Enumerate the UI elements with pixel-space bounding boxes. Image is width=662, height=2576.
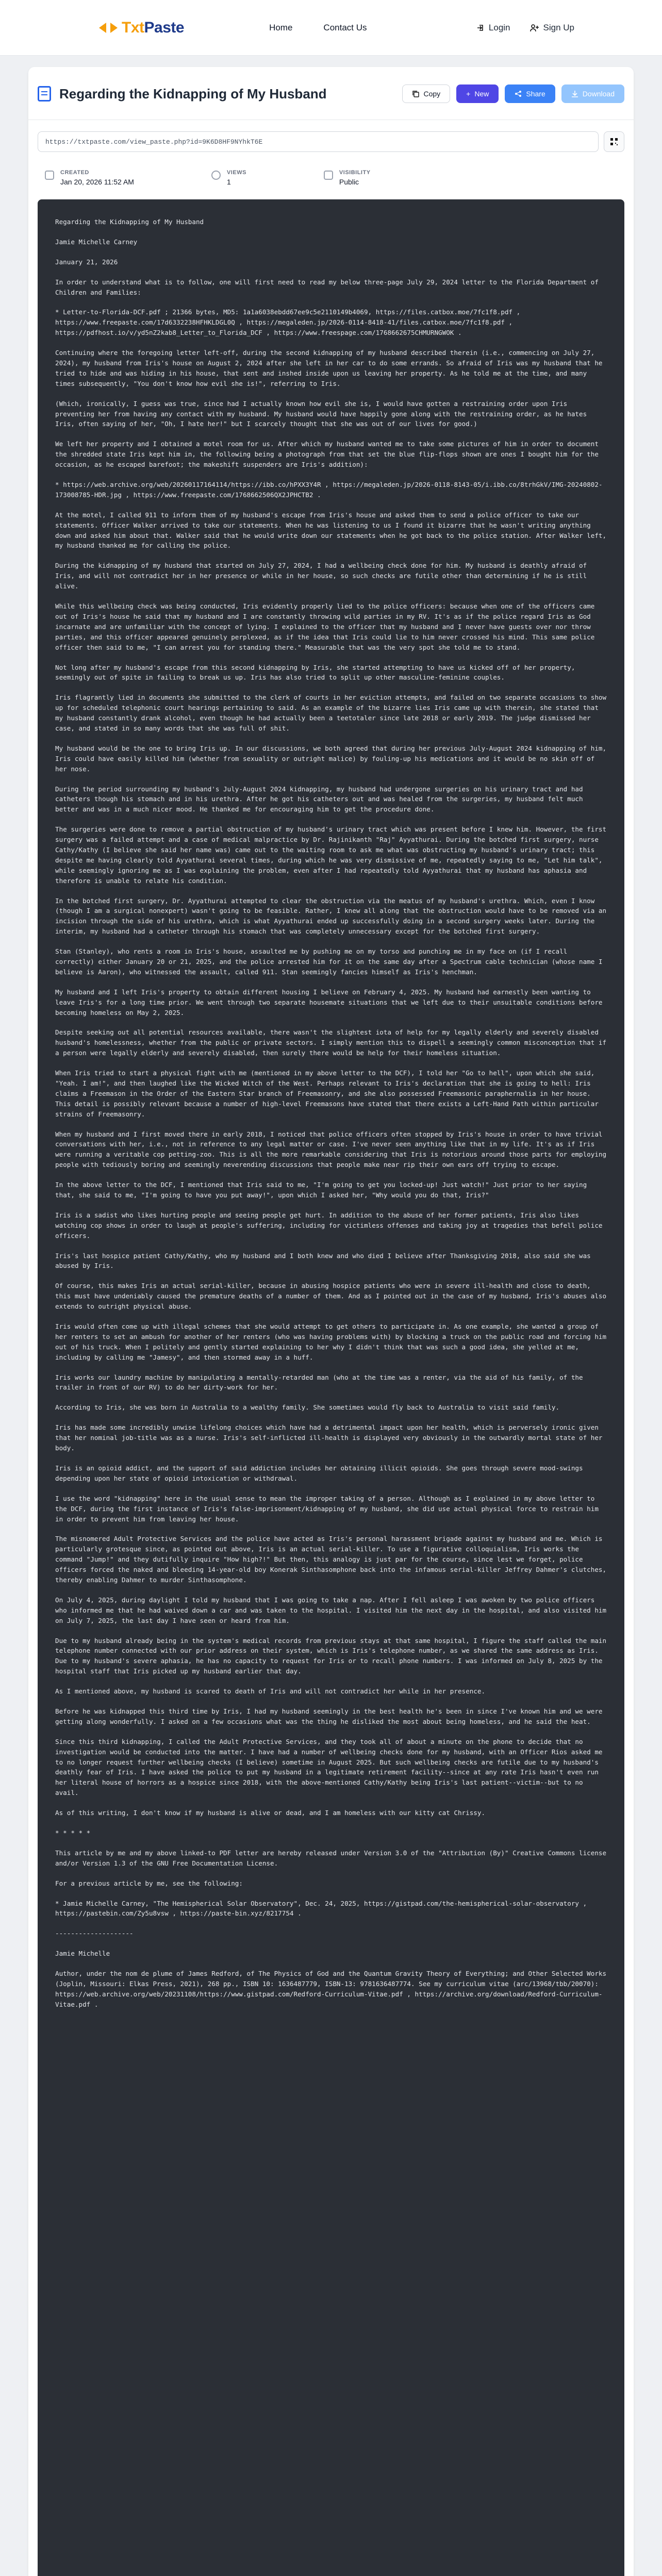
visibility-label: VISIBILITY: [339, 170, 371, 176]
meta-visibility: [324, 170, 371, 186]
paste-paragraph: Iris's last hospice patient Cathy/Kathy, who my husband and I both knew and who died I believe after Thanksgiving 2018, also said she was abused by Iris.: [55, 1251, 595, 1270]
paste-paragraph: The surgeries were done to remove a partial obstruction of my husband's urinary tract which was present before I knew him. However, the first surgery was a failed attempt and a case of medical malpractice by Dr. Rajinikanth "Raj" Ayyathurai. During the botched first surgery, nurse Cathy/Kathy (I believe she said her name was) came out to the waiting room to ask me what was obstructing my husband's urinary tract; this despite me having clearly told Ayyathurai several times, during which he was very dismissive of me, repeatedly saying to me, "Let him talk", while seemingly ignoring me as I was explaining the problem, even after I had repeatedly told Ayyathurai that my husband has aphasia and therefore is unable to relate his condition.: [55, 825, 610, 885]
paste-paragraph: I use the word "kidnapping" here in the usual sense to mean the improper taking of a person. Although as I explained in my above letter to the DCF, during the first instance of Iris's false-imprisonment/kidnapping of my husband, she did use actual physical force to restrain him in order to prevent him from leaving her house.: [55, 1494, 603, 1523]
paste-paragraph: Iris has made some incredibly unwise lifelong choices which have had a detrimental impact upon her health, which is perversely ironic given that her nominal job-title was as a nurse. Iris's self-inflicted ill-health is displayed very obviously in the outwardly mortal state of her body.: [55, 1423, 607, 1452]
login-icon: [476, 24, 485, 32]
created-label: CREATED: [60, 170, 89, 176]
paste-paragraph: Jamie Michelle Carney: [55, 238, 138, 246]
signup-link[interactable]: [530, 23, 574, 33]
copy-button[interactable]: [402, 84, 450, 103]
paste-paragraph: In order to understand what is to follow, one will first need to read my below three-page July 29, 2024 letter to the Florida Department of Children and Families:: [55, 278, 603, 296]
views-label: VIEWS: [226, 170, 246, 176]
paste-url-field[interactable]: https://txtpaste.com/view_paste.php?id=9K6D8HF9NYhkT6E: [38, 131, 599, 152]
paste-paragraph: Iris would often come up with illegal schemes that she would attempt to get others to participate in. As one example, she wanted a group of her renters to set an ambush for another of her renters (who was having problems with) by blocking a truck on the public road and forcing him out of his truck. When I politely and gently started explaining to her why I didn't think that was such a good idea, she yelled at me, including by calling me "Jamesy", and then stormed away in a huff.: [55, 1323, 610, 1361]
copy-label: Copy: [423, 90, 441, 98]
paste-paragraph: * Jamie Michelle Carney, "The Hemispherical Solar Observatory", Dec. 24, 2025, https://gistpad.com/the-hemispherical-solar-observatory , https://pastebin.com/Zy5u8vsw , https://paste-bin.xyz/8217754 .: [55, 1899, 591, 1918]
paste-paragraph: In the above letter to the DCF, I mentioned that Iris said to me, "I'm going to get you locked-up! Just watch!" Just prior to her saying that, she said to me, "I'm going to have you put away!", upon which I asked her, "Why would you do that, Iris?": [55, 1181, 591, 1199]
views-value: 1: [226, 178, 231, 186]
paste-paragraph: Not long after my husband's escape from this second kidnapping by Iris, she started attempting to have us kicked off of her property, seemingly out of spite in failing to break us up. Iris has also tried to split up other masculine-feminine couples.: [55, 663, 580, 682]
paste-paragraph: Regarding the Kidnapping of My Husband: [55, 218, 204, 226]
paste-paragraph: Of course, this makes Iris an actual serial-killer, because in abusing hospice patients who were in severe ill-health and close to death, this must have undeniably caused the premature deaths of a number of them. And as I pointed out in the case of my husband, Iris's abuses also extends to outright physical abuse.: [55, 1282, 610, 1311]
paste-paragraph: My husband would be the one to bring Iris up. In our discussions, we both agreed that during her previous July-August 2024 kidnapping of him, Iris could have easily killed him (whether from sexuality or outright malice) by fouling-up his medications and it would be no skin off of her nose.: [55, 744, 610, 773]
paste-paragraph: According to Iris, she was born in Australia to a wealthy family. She sometimes would fly back to Australia to visit said family.: [55, 1403, 560, 1412]
plus-icon: +: [466, 90, 471, 98]
paste-paragraph: * https://web.archive.org/web/20260117164114/https://ibb.co/hPXX3Y4R , https://megaleden.jp/2026-0118-8143-05/i.ibb.co/8trhGkV/IMG-20240802-173008785-HDR.jpg , https://www.freepaste.com/1768662506QX2JPHCTB2 .: [55, 481, 603, 499]
login-label: Login: [488, 22, 510, 32]
user-plus-icon: [530, 24, 539, 32]
paste-paragraph: On July 4, 2025, during daylight I told my husband that I was going to take a nap. After I fell asleep I was awoken by two police officers who informed me that he had waived down a car and was taken to the hospital. I visited him the next day in the hospital, and also visited him on July 7, 2025, the last day I have seen or heard from him.: [55, 1596, 610, 1624]
paste-content[interactable]: [38, 199, 624, 2576]
paste-paragraph: While this wellbeing check was being conducted, Iris evidently properly lied to the police officers: because when one of the officers came out of Iris's house he said that my husband and I are constantly throwing wild parties in my RV. It's as if the police regard Iris as God incarnate and are unfamiliar with the concept of lying. I explained to the officer that my husband and I never have guests over nor throw parties, and this officer appeared genuinely perplexed, as if the idea that Iris could lie to him never crossed his mind. This same police officer then said to me, "I can arrest you for standing there." Measurable that was the very spot she told me to stand.: [55, 602, 599, 651]
paste-paragraph: During the period surrounding my husband's July-August 2024 kidnapping, my husband had undergone surgeries on his urinary tract and had catheters though his stomach and in his urethra. After he got his catheters out and was healed from the surgeries, my husband felt much better and was in a much nicer mood. He thanked me for encouraging him to get the procedure done.: [55, 785, 587, 814]
meta-created: [45, 170, 134, 186]
paste-paragraph: This article by me and my above linked-to PDF letter are hereby released under Version 3.0 of the "Attribution (By)" Creative Commons license and/or Version 1.3 of the GNU Free Documentation License.: [55, 1849, 610, 1867]
auth-nav: [476, 23, 574, 33]
paste-paragraph: Before he was kidnapped this third time by Iris, I had my husband seemingly in the best health he's been in since I've known him and we were getting along wonderfully. I asked on a few occasions what was the thing he disliked the most about being homeless, and he said the heat.: [55, 1707, 607, 1725]
download-label: Download: [582, 90, 615, 98]
logo-text: TxtPaste: [122, 19, 185, 36]
paste-paragraph: (Which, ironically, I guess was true, since had I actually known how evil she is, I would have gotten a restraining order upon Iris preventing her from having any contact with my husband. My husband would have happily gone along with the restraining order, as he hates Iris, often saying of her, "Oh, I hate her!" but I scarcely thought that she was out of our lives for good.): [55, 399, 591, 428]
paste-paragraph: Author, under the nom de plume of James Redford, of The Physics of God and the Quantum Gravity Theory of Everything; and Other Selected Works (Joplin, Missouri: Elkas Press, 2021), 268 pp., ISBN 10: 1636487779, ISBN-13: 9781636487774. See my curriculum vitae (arc/13968/tbb/20070): https://web.archive.org/web/20231108/https://www.gistpad.com/Redford-Curriculum-Vitae.pdf , https://archive.org/download/Redford-Curriculum-Vitae.pdf .: [55, 1970, 610, 2008]
paste-header: [38, 78, 624, 109]
paste-actions: [402, 84, 624, 103]
paste-paragraph: Despite seeking out all potential resources available, there wasn't the slightest iota of help for my legally elderly and severely disabled husband's homelessness, whether from the public or private sectors. I simply mention this to dispell a seemingly common misconception that if a person were legally elderly and severely disabled, then surely there would be help for their homeless situation.: [55, 1028, 610, 1057]
paste-paragraph: Since this third kidnapping, I called the Adult Protective Services, and they took all of about a minute on the phone to decide that no investigation would be conducted into the matter. I have had a number of wellbeing checks done for my husband, with an Officer Rios asked me to no longer request further wellbeing checks (I believe) sometime in August 2025. But such wellbeing checks are futile due to my husband's deathly fear of Iris. I have asked the police to put my husband in a legitimate retirement facility--since at any rate Iris hasn't even run her literal house of horrors as a hospice since 2018, with the above-mentioned Cathy/Kathy being Iris's last patient--victim--but to no avail.: [55, 1737, 607, 1797]
paste-meta: [38, 170, 624, 193]
paste-paragraph: In the botched first surgery, Dr. Ayyathurai attempted to clear the obstruction via the meatus of my husband's urethra. Which, even I know (though I am a surgical nonexpert) wasn't going to be feasible. Rather, I knew all along that the obstruction would have to be removed via an incision through the side of his urethra, which is what Ayyathurai ended up successfully doing in a second surgery weeks later. During the interim, my husband had a catheter through his stomach that was completely unnecessary except for the botched first surgery.: [55, 896, 610, 936]
paste-paragraph: As of this writing, I don't know if my husband is alive or dead, and I am homeless with our kitty cat Chrissy.: [55, 1809, 486, 1817]
share-button[interactable]: [505, 84, 555, 103]
paste-paragraph: Iris flagrantly lied in documents she submitted to the clerk of courts in her eviction attempts, and failed on two separate occasions to show up for scheduled telephonic court hearings pertaining to said. As an example of the bizarre lies Iris came up with therein, she stated that my husband constantly drank alcohol, even though he had actually been a teetotaler since late 2018 or early 2019. The judge dismissed her case, and stated in so many words that she was full of shit.: [55, 693, 610, 732]
paste-paragraph: We left her property and I obtained a motel room for us. After which my husband wanted me to take some pictures of him in order to document the shredded state Iris kept him in, the following being a photograph from that set the blue flip-flops shown are ones I bought him for the occasion, as he escaped barefoot; the makeshift suspenders are Iris's addition):: [55, 440, 603, 469]
logo-mark-icon: [98, 18, 119, 38]
paste-paragraph: * * * * *: [55, 1828, 91, 1837]
paste-paragraph: January 21, 2026: [55, 258, 118, 266]
paste-paragraph: * Letter-to-Florida-DCF.pdf ; 21366 bytes, MD5: 1a1a6038ebdd67ee9c5e2110149b4069, https://files.catbox.moe/7fc1f8.pdf , https://www.freepaste.com/17d6332238HFHKLDGL0Q , https://megaleden.jp/2026-0114-8418-41/files.catbox.moe/7fc1f8.pdf , https://pdfhost.io/v/yd5nZ2kab8_Letter_to_Florida_DCF , https://www.freespage.com/1768662675CHMURNGWOK .: [55, 308, 524, 337]
signup-label: Sign Up: [543, 22, 574, 32]
nav-contact-link[interactable]: Contact Us: [323, 22, 367, 32]
site-logo[interactable]: [98, 18, 184, 38]
paste-card: [28, 67, 634, 2576]
paste-url-row: [38, 131, 624, 152]
eye-icon: [211, 171, 221, 180]
paste-paragraph: Iris works our laundry machine by manipulating a mentally-retarded man (who at the time was a renter, via the aid of his family, of the trailer in front of our RV) to do her dirty-work for her.: [55, 1373, 587, 1392]
share-icon: [515, 90, 522, 97]
qr-code-button[interactable]: [604, 131, 624, 152]
visibility-value: Public: [339, 178, 359, 186]
lock-icon: [324, 171, 333, 180]
paste-paragraph: Iris is an opioid addict, and the support of said addiction includes her obtaining illicit opioids. She goes through severe mood-swings depending upon her state of opioid intoxication or withdrawal.: [55, 1464, 587, 1482]
created-value: Jan 20, 2026 11:52 AM: [60, 178, 134, 186]
paste-paragraph: At the motel, I called 911 to inform them of my husband's escape from Iris's house and asked them to send a police officer to take our statements. Officer Walker arrived to take our statements. When he was listening to us I found it bizarre that he wasn't writing anything down and asked him about that. Walker said that he would write down our statements when he got back to the police station. After Walker left, my husband thanked me for calling the police.: [55, 511, 610, 550]
download-icon: [571, 90, 578, 97]
paste-paragraph: Iris is a sadist who likes hurting people and seeing people get hurt. In addition to the abuse of her former patients, Iris also likes watching cop shows in order to laugh at people's suffering, including for victimless offenses and taking joy at tragedies that befell police officers.: [55, 1211, 607, 1240]
paste-title: Regarding the Kidnapping of My Husband: [59, 86, 327, 101]
top-navbar: [0, 0, 662, 56]
new-button[interactable]: [456, 84, 499, 103]
paste-paragraph: For a previous article by me, see the following:: [55, 1879, 243, 1887]
login-link[interactable]: [476, 23, 510, 33]
paste-paragraph: As I mentioned above, my husband is scared to death of Iris and will not contradict her while in her presence.: [55, 1687, 486, 1696]
paste-paragraph: Jamie Michelle: [55, 1950, 110, 1958]
paste-paragraph: Due to my husband already being in the system's medical records from previous stays at that same hospital, I figure the staff called the main telephone number connected with our prior address on their system, which is Iris's telephone number, as we shared the same address as Iris. Due to my husband's severe aphasia, he has no capacity to request for Iris or to recall phone numbers. I was informed on July 8, 2025 by the hospital staff that Iris picked up my husband earlier that day.: [55, 1636, 610, 1675]
paste-paragraph: --------------------: [55, 1929, 134, 1938]
qr-code-icon: [610, 138, 618, 146]
paste-paragraph: Continuing where the foregoing letter left-off, during the second kidnapping of my husband described therein (i.e., commencing on July 27, 2024), my husband from Iris's house on August 2, 2024 after she left in her car to do some errands. So afraid of Iris was my husband that he tried to hide and was hiding in his house, that sent and inshed inside upon us leaving her property. As he told me at the time, and many times subsequently, "You don't know how evil she is!", referring to Iris.: [55, 349, 607, 387]
download-button[interactable]: [561, 84, 624, 103]
meta-views: [211, 170, 246, 186]
paste-paragraph: Stan (Stanley), who rents a room in Iris's house, assaulted me by pushing me on my torso and punching me in my face on (if I recall correctly) either January 20 or 21, 2025, and the police arrested him for it on the same day after a Spectrum cable technician (whose name I believe is Aaron), who witnessed the assault, called 911. Stan seemingly fancies himself as Iris's henchman.: [55, 947, 607, 976]
paste-paragraph: My husband and I left Iris's property to obtain different housing I believe on February 4, 2025. My husband had earnestly been wanting to leave Iris's for a long time prior. We went through two separate housemate situations that we left due to their unsuitable conditions before becoming homeless on May 2, 2025.: [55, 988, 607, 1016]
paste-paragraph: When Iris tried to start a physical fight with me (mentioned in my above letter to the DCF), I told her "Go to hell", upon which she said, "Yeah. I am!", and then laughed like the Wicked Witch of the West. Perhaps relevant to Iris's declaration that she is going to hell: Iris claims a Freemason in the Order of the Eastern Star branch of Freemasonry, and she also possessed Freemasonic paraphernalia in her house. This detail is possibly relevant because a number of high-level Freemasons have stated that there exists a Left-Hand Path within particular strains of Freemasonry.: [55, 1069, 603, 1118]
document-icon: [38, 86, 51, 101]
paste-paragraph: The misnomered Adult Protective Services and the police have acted as Iris's personal harassment brigade against my husband and me. Which is particularly grotesque since, as pointed out above, Iris is an actual serial-killer. To use a figurative colloquialism, Iris works the command "Jump!" and they dutifully inquire "How high?!" But then, this analogy is just par for the course, since lest we forget, police officers forced the naked and bleeding 14-year-old boy Konerak Sinthasomphone back into the infamous serial-killer Jeffrey Dahmer's clutches, thereby enabling Dahmer to murder Sinthasomphone.: [55, 1535, 610, 1584]
new-label: New: [474, 90, 489, 98]
calendar-icon: [45, 171, 54, 180]
main-nav: [269, 23, 367, 33]
copy-icon: [412, 90, 419, 97]
paste-paragraph: During the kidnapping of my husband that started on July 27, 2024, I had a wellbeing check done for him. My husband is deathly afraid of Iris, and will not contradict her in her presence or while in her house, so such checks are futile other than determining if he is still alive.: [55, 562, 591, 590]
nav-home-link[interactable]: Home: [269, 22, 293, 32]
paste-paragraph: When my husband and I first moved there in early 2018, I noticed that police officers often stopped by Iris's house in order to have trivial conversations with her, i.e., not in reference to any legal matter or case. I've never seen anything like that in my life. It's as if Iris were running a veritable cop petting-zoo. This is all the more remarkable considering that Iris is notorious around those parts for employing people with tediously boring and seemingly neverending discussions that people make near rip their own ears off trying to escape.: [55, 1130, 610, 1169]
share-label: Share: [526, 90, 545, 98]
